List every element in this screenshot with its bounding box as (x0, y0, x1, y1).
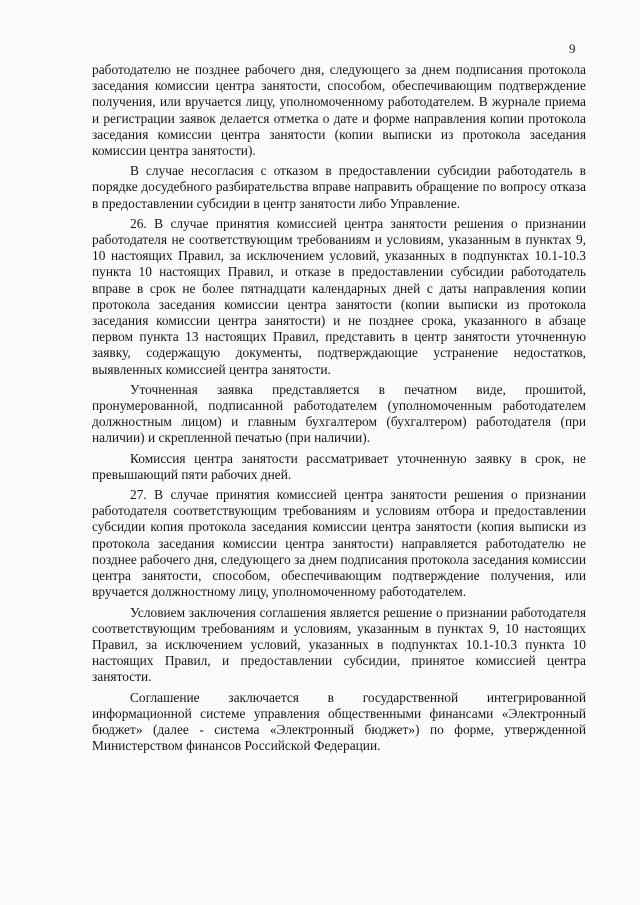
paragraph: В случае несогласия с отказом в предоставлении субсидии работодатель в порядке досудебного разбирательства вправе направить обращение по вопросу отказа в предоставлении субсидии в центр занятости либо Управление. (92, 163, 586, 211)
page-number: 9 (569, 41, 576, 56)
document-body (92, 62, 586, 754)
paragraph: Соглашение заключается в государственной интегрированной информационной системе управления общественными финансами «Электронный бюджет» (далее - система «Электронный бюджет») по форме, утвержденной Министерством финансов Российской Федерации. (92, 689, 586, 754)
paragraph: работодателю не позднее рабочего дня, следующего за днем подписания протокола заседания комиссии центра занятости, способом, обеспечивающим подтверждение получения, или вручается лицу, уполномоченному работодателем. В журнале приема и регистрации заявок делается отметка о дате и форме направления копии протокола заседания комиссии центра занятости (копии выписки из протокола заседания комиссии центра занятости). (92, 62, 586, 159)
paragraph: Условием заключения соглашения является решение о признании работодателя соответствующим требованиям и условиям, указанным в пунктах 9, 10 настоящих Правил, за исключением условий, указанных в подпунктах 10.1-10.3 пункта 10 настоящих Правил, и предоставлении субсидии, принятое комиссией центра занятости. (92, 604, 586, 685)
paragraph: Комиссия центра занятости рассматривает уточненную заявку в срок, не превышающий пяти рабочих дней. (92, 450, 586, 482)
paragraph: Уточненная заявка представляется в печатном виде, прошитой, пронумерованной, подписанной работодателем (уполномоченным работодателем должностным лицом) и главным бухгалтером (бухгалтером) работодателя (при наличии) и скрепленной печатью (при наличии). (92, 381, 586, 446)
paragraph: 27. В случае принятия комиссией центра занятости решения о признании работодателя соответствующим требованиям и условиям отбора и предоставлении субсидии копия протокола заседания комиссии центра занятости (копия выписки из протокола заседания комиссии центра занятости) направляется работодателю не позднее рабочего дня, следующего за днем подписания протокола заседания комиссии центра занятости, способом, обеспечивающим подтверждение получения, или вручается должностному лицу, уполномоченному работодателем. (92, 487, 586, 600)
paragraph: 26. В случае принятия комиссией центра занятости решения о признании работодателя не соответствующим требованиям и условиям, указанным в пунктах 9, 10 настоящих Правил, за исключением условий, указанных в подпунктах 10.1-10.3 пункта 10 настоящих Правил, и отказе в предоставлении субсидии работодатель вправе в срок не более пятнадцати календарных дней с даты направления копии протокола заседания комиссии центра занятости (копии выписки из протокола заседания комиссии центра занятости) и не позднее срока, указанного в абзаце первом пункта 13 настоящих Правил, представить в центр занятости уточненную заявку, содержащую документы, подтверждающие устранение недостатков, выявленных комиссией центра занятости. (92, 215, 586, 377)
